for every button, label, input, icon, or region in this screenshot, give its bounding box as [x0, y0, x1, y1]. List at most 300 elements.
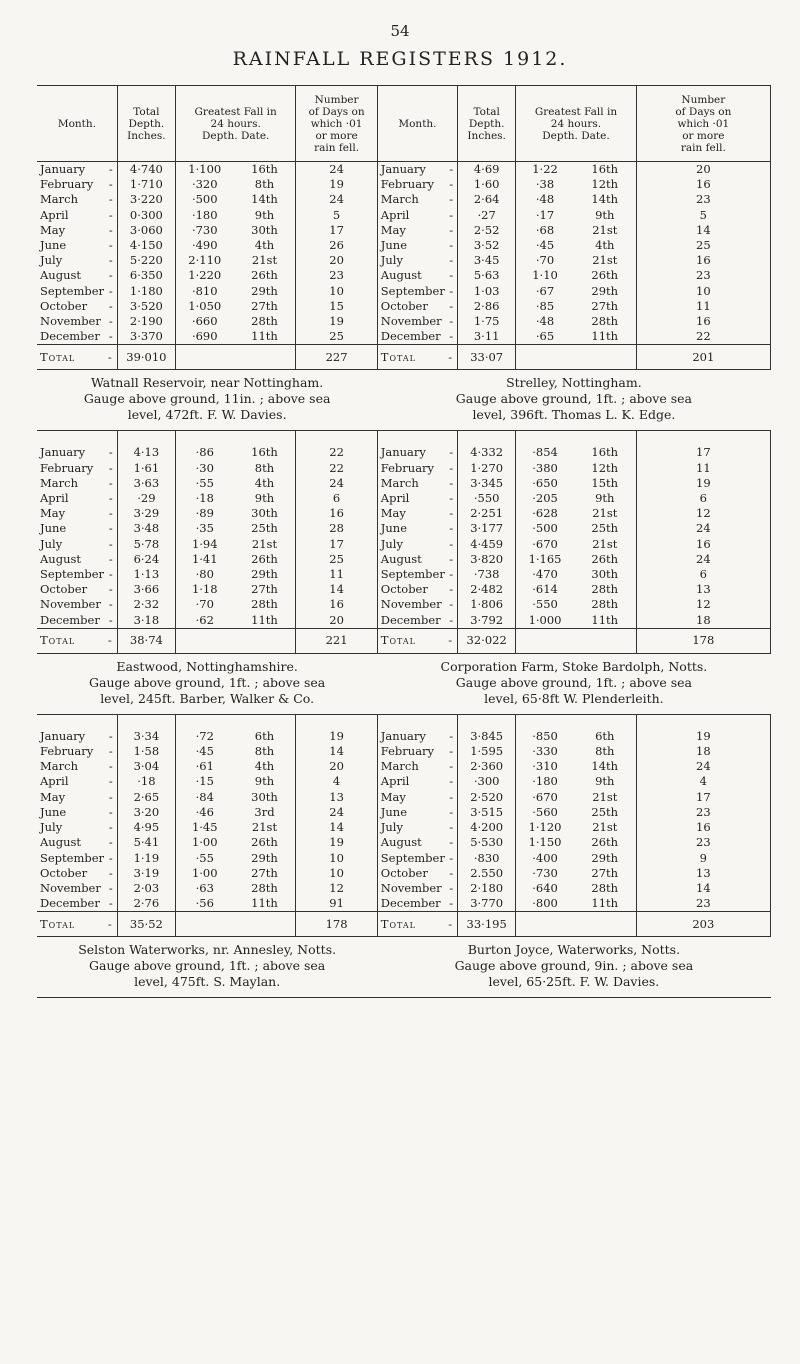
- greatest-depth: ·72: [195, 728, 214, 743]
- greatest-date-cell: [234, 613, 296, 628]
- header-greatest-label: Depth. Date.: [201, 129, 270, 142]
- total-depth-cell: [117, 582, 175, 597]
- total-depth-cell: [458, 223, 516, 238]
- month-name: November: [40, 597, 101, 612]
- greatest-depth-cell: [516, 238, 574, 253]
- greatest-date-cell: [234, 461, 296, 476]
- station-caption-line: Gauge above ground, 1ft. ; above sea: [455, 391, 693, 407]
- greatest-date-cell: [574, 774, 636, 789]
- total-label-wrap: [378, 633, 457, 648]
- rain-days: 19: [329, 728, 344, 743]
- leader-dash: -: [108, 314, 113, 329]
- rain-days: 10: [696, 283, 711, 298]
- table-row: [37, 567, 771, 582]
- station-caption: [37, 653, 377, 714]
- greatest-depth-cell: [175, 445, 233, 460]
- leader-dash: -: [108, 298, 113, 313]
- greatest-depth-cell: [516, 476, 574, 491]
- total-depth-cell: [117, 835, 175, 850]
- leader-dash: -: [449, 207, 454, 222]
- greatest-date: 6th: [254, 728, 275, 743]
- greatest-depth: ·550: [532, 597, 558, 612]
- greatest-date-cell: [234, 177, 296, 192]
- total-depth-cell: [458, 537, 516, 552]
- month-label-wrap: [37, 223, 117, 238]
- total-depth: 6·24: [133, 551, 160, 566]
- total-sum: 33·07: [470, 349, 504, 364]
- greatest-depth-cell: [175, 820, 233, 835]
- greatest-date: 16th: [251, 445, 278, 460]
- greatest-date-cell: [234, 208, 296, 223]
- greatest-depth: ·180: [191, 207, 218, 222]
- greatest-date-cell: [574, 567, 636, 582]
- rain-days-cell: [636, 896, 770, 911]
- station-caption-line: Corporation Farm, Stoke Bardolph, Notts.: [440, 658, 708, 674]
- month-label-wrap: [37, 729, 117, 744]
- total-depth-cell: [117, 284, 175, 299]
- month-name: April: [380, 207, 410, 222]
- month-name: October: [380, 582, 428, 597]
- leader-dash: -: [449, 521, 454, 536]
- rain-days-cell: [296, 506, 377, 521]
- rain-days: 19: [329, 177, 344, 192]
- leader-dash: -: [449, 162, 454, 176]
- rain-days: 23: [329, 268, 344, 283]
- month-cell: [377, 461, 457, 476]
- rain-days-cell: [296, 177, 377, 192]
- greatest-date: 21st: [592, 820, 618, 835]
- leader-dash: -: [449, 460, 454, 475]
- header-days-label: which ·01: [677, 117, 730, 130]
- month-name: February: [40, 460, 94, 475]
- rain-days: 5: [332, 207, 341, 222]
- total-sum-cell: [117, 345, 175, 370]
- total-days-cell: [636, 345, 770, 370]
- greatest-date: 28th: [251, 597, 278, 612]
- month-label-wrap: [378, 613, 457, 628]
- greatest-date: 21st: [251, 536, 278, 551]
- greatest-depth-cell: [175, 208, 233, 223]
- greatest-date: 26th: [591, 268, 619, 283]
- station-caption-line: level, 245ft. Barber, Walker & Co.: [100, 690, 315, 706]
- greatest-depth-cell: [516, 284, 574, 299]
- spacer-cell: [175, 431, 233, 446]
- total-depth: 1·806: [470, 597, 504, 612]
- header-greatest: [175, 86, 295, 162]
- greatest-date-cell: [574, 613, 636, 628]
- table-row: [37, 851, 771, 866]
- total-days-cell: [296, 345, 377, 370]
- table-row: [37, 774, 771, 789]
- total-depth-cell: [117, 820, 175, 835]
- month-label-wrap: [378, 851, 457, 866]
- spacer-cell: [296, 714, 377, 729]
- rain-days: 17: [329, 536, 344, 551]
- total-row: [37, 628, 771, 653]
- station-caption-line: Gauge above ground, 1ft. ; above sea: [89, 958, 326, 974]
- header-total-label: Depth.: [468, 117, 505, 130]
- greatest-depth-cell: [516, 820, 574, 835]
- total-depth-cell: [117, 253, 175, 268]
- greatest-date-cell: [574, 268, 636, 283]
- rain-days-cell: [296, 521, 377, 536]
- total-depth: 1·75: [473, 314, 500, 329]
- greatest-date: 14th: [591, 192, 619, 207]
- total-depth-cell: [458, 729, 516, 744]
- spacer-cell: [458, 714, 516, 729]
- greatest-depth: ·80: [195, 567, 214, 582]
- month-label-wrap: [378, 461, 457, 476]
- greatest-date-cell: [574, 162, 636, 177]
- greatest-depth-cell: [175, 597, 233, 612]
- station-caption: [377, 653, 770, 714]
- total-days: 227: [325, 349, 348, 364]
- greatest-date: 29th: [591, 850, 619, 865]
- table-row: [37, 445, 771, 460]
- greatest-depth: ·730: [532, 865, 558, 880]
- total-depth-cell: [458, 790, 516, 805]
- leader-dash: -: [108, 177, 113, 192]
- month-label-wrap: [37, 881, 117, 896]
- month-cell: [377, 851, 457, 866]
- station-caption-line: level, 396ft. Thomas L. K. Edge.: [472, 407, 676, 423]
- leader-dash: -: [108, 597, 113, 612]
- month-cell: [37, 537, 117, 552]
- greatest-depth-cell: [175, 790, 233, 805]
- total-depth: 3·04: [133, 759, 160, 774]
- greatest-depth: ·500: [532, 521, 558, 536]
- greatest-date-cell: [234, 491, 296, 506]
- month-label-wrap: [378, 774, 457, 789]
- greatest-date-cell: [234, 820, 296, 835]
- leader-dash: -: [449, 582, 454, 597]
- month-name: January: [40, 445, 86, 460]
- month-name: March: [380, 475, 419, 490]
- greatest-depth-cell: [516, 613, 574, 628]
- greatest-depth-cell: [516, 461, 574, 476]
- greatest-depth: 1·220: [188, 268, 222, 283]
- month-label-wrap: [37, 567, 117, 582]
- month-label-wrap: [37, 192, 117, 207]
- greatest-depth-cell: [516, 253, 574, 268]
- rain-days: 10: [329, 850, 344, 865]
- total-depth-cell: [458, 567, 516, 582]
- total-depth: 3·45: [473, 253, 500, 268]
- rain-days: 23: [696, 896, 711, 911]
- rain-days: 5: [699, 207, 707, 222]
- month-cell: [377, 820, 457, 835]
- rain-days-cell: [296, 744, 377, 759]
- total-days: 203: [692, 916, 715, 931]
- blank-cell: [175, 628, 233, 653]
- month-name: November: [380, 597, 442, 612]
- leader-dash: -: [108, 222, 113, 237]
- rain-days-cell: [296, 253, 377, 268]
- total-depth: 4·95: [133, 820, 160, 835]
- month-cell: [37, 314, 117, 329]
- greatest-date-cell: [574, 537, 636, 552]
- month-label-wrap: [37, 445, 117, 460]
- greatest-depth: ·650: [532, 475, 558, 490]
- month-cell: [377, 613, 457, 628]
- greatest-date-cell: [234, 537, 296, 552]
- total-depth: 1·61: [133, 460, 160, 475]
- rain-days-cell: [296, 223, 377, 238]
- rain-days-cell: [296, 238, 377, 253]
- greatest-depth: ·320: [191, 177, 218, 192]
- month-name: September: [40, 283, 105, 298]
- greatest-depth-cell: [516, 223, 574, 238]
- greatest-depth: 1·18: [191, 582, 218, 597]
- total-label-cell: [37, 628, 117, 653]
- rain-days-cell: [636, 192, 770, 207]
- rain-days: 16: [329, 506, 344, 521]
- total-label: Total: [380, 633, 416, 648]
- total-depth-cell: [117, 851, 175, 866]
- greatest-date: 9th: [595, 491, 615, 506]
- greatest-date: 25th: [591, 804, 619, 819]
- rainfall-register-table: [37, 85, 771, 998]
- leader-dash: -: [108, 820, 113, 835]
- month-label-wrap: [37, 506, 117, 521]
- month-cell: [37, 805, 117, 820]
- leader-dash: -: [108, 850, 113, 865]
- header-days-label: which ·01: [310, 117, 363, 130]
- leader-dash: -: [449, 567, 454, 582]
- rain-days-cell: [296, 835, 377, 850]
- page-number: 54: [390, 22, 410, 40]
- greatest-date-cell: [574, 284, 636, 299]
- month-name: October: [40, 582, 88, 597]
- table-row: [37, 881, 771, 896]
- rain-days-cell: [636, 284, 770, 299]
- total-depth: ·830: [473, 850, 500, 865]
- greatest-date: 8th: [254, 744, 275, 759]
- rain-days-cell: [636, 445, 770, 460]
- rain-days-cell: [636, 253, 770, 268]
- rain-days-cell: [636, 582, 770, 597]
- station-caption: [37, 937, 377, 998]
- rain-days: 12: [329, 880, 344, 895]
- total-depth: ·27: [477, 207, 496, 222]
- station-caption-row: [37, 370, 771, 431]
- greatest-date: 21st: [592, 506, 618, 521]
- month-name: January: [380, 728, 426, 743]
- total-depth: 2·76: [133, 896, 160, 911]
- month-name: August: [40, 268, 82, 283]
- total-depth: 2·86: [473, 298, 500, 313]
- total-depth-cell: [117, 729, 175, 744]
- greatest-date-cell: [234, 790, 296, 805]
- total-depth: 1·13: [133, 567, 160, 582]
- total-depth-cell: [117, 774, 175, 789]
- table-row: [37, 582, 771, 597]
- greatest-date: 30th: [251, 222, 278, 237]
- header-total: [458, 86, 516, 162]
- total-depth: ·18: [137, 774, 156, 789]
- leader-dash: -: [108, 612, 113, 627]
- total-depth: 4·150: [129, 238, 163, 253]
- rain-days-cell: [636, 805, 770, 820]
- total-depth-cell: [117, 299, 175, 314]
- greatest-depth: 1·22: [532, 162, 558, 176]
- rain-days-cell: [296, 805, 377, 820]
- total-days: 201: [692, 349, 715, 364]
- total-depth: 5·78: [133, 536, 160, 551]
- leader-dash: -: [449, 445, 454, 460]
- month-name: August: [380, 268, 422, 283]
- leader-dash: -: [108, 567, 113, 582]
- month-label-wrap: [378, 192, 457, 207]
- month-cell: [37, 461, 117, 476]
- table-row: [37, 238, 771, 253]
- total-depth: 2·32: [133, 597, 160, 612]
- leader-dash: -: [108, 744, 113, 759]
- rain-days-cell: [296, 208, 377, 223]
- month-label-wrap: [378, 729, 457, 744]
- spacer-cell: [296, 431, 377, 446]
- leader-dash: -: [108, 192, 113, 207]
- leader-dash: -: [449, 268, 454, 283]
- month-cell: [377, 881, 457, 896]
- greatest-date-cell: [574, 582, 636, 597]
- table-row: [37, 162, 771, 177]
- rain-days-cell: [296, 537, 377, 552]
- greatest-date: 28th: [591, 880, 619, 895]
- greatest-date: 21st: [251, 820, 278, 835]
- header-greatest-label: Greatest Fall in: [194, 105, 277, 118]
- month-name: October: [380, 298, 428, 313]
- rain-days: 10: [329, 865, 344, 880]
- blank-cell: [574, 628, 636, 653]
- greatest-date-cell: [574, 552, 636, 567]
- greatest-date-cell: [234, 881, 296, 896]
- blank-cell: [516, 628, 574, 653]
- month-name: November: [40, 314, 101, 329]
- rain-days: 19: [696, 728, 711, 743]
- greatest-depth: ·180: [532, 774, 558, 789]
- month-name: January: [380, 445, 426, 460]
- leader-dash: -: [108, 880, 113, 895]
- greatest-date-cell: [574, 744, 636, 759]
- greatest-depth: ·62: [195, 612, 214, 627]
- total-depth: 4·459: [470, 536, 504, 551]
- greatest-date: 21st: [251, 253, 278, 268]
- month-label-wrap: [378, 238, 457, 253]
- month-name: December: [380, 329, 441, 344]
- rain-days: 17: [329, 222, 344, 237]
- rain-days: 11: [696, 298, 711, 313]
- greatest-depth: ·70: [195, 597, 214, 612]
- month-label-wrap: [378, 881, 457, 896]
- month-name: December: [40, 329, 100, 344]
- rain-days: 20: [696, 162, 711, 176]
- month-cell: [377, 208, 457, 223]
- greatest-date-cell: [574, 881, 636, 896]
- greatest-depth-cell: [175, 314, 233, 329]
- greatest-date-cell: [574, 896, 636, 911]
- greatest-depth: ·400: [532, 850, 558, 865]
- total-days: 178: [692, 633, 715, 648]
- header-month-label: Month.: [57, 117, 96, 130]
- greatest-date: 12th: [591, 460, 619, 475]
- greatest-date-cell: [574, 851, 636, 866]
- greatest-depth-cell: [175, 582, 233, 597]
- leader-dash: -: [449, 536, 454, 551]
- month-cell: [37, 299, 117, 314]
- total-depth-cell: [117, 866, 175, 881]
- month-cell: [377, 192, 457, 207]
- rain-days: 16: [696, 820, 711, 835]
- total-depth-cell: [458, 238, 516, 253]
- month-label-wrap: [378, 567, 457, 582]
- table-row: [37, 506, 771, 521]
- spacer-cell: [574, 431, 636, 446]
- table-row: [37, 521, 771, 536]
- leader-dash: -: [449, 850, 454, 865]
- greatest-date: 8th: [595, 744, 615, 759]
- leader-dash: -: [108, 865, 113, 880]
- greatest-depth: ·800: [532, 896, 558, 911]
- total-depth: 2·190: [129, 314, 163, 329]
- month-cell: [377, 805, 457, 820]
- total-depth-cell: [117, 268, 175, 283]
- rain-days-cell: [296, 896, 377, 911]
- header-month: [37, 86, 117, 162]
- greatest-date: 28th: [251, 880, 278, 895]
- month-label-wrap: [378, 805, 457, 820]
- greatest-date-cell: [574, 314, 636, 329]
- greatest-date-cell: [574, 299, 636, 314]
- month-name: September: [380, 283, 445, 298]
- header-total-label: Depth.: [128, 117, 165, 130]
- total-depth-cell: [458, 192, 516, 207]
- leader-dash: -: [108, 536, 113, 551]
- month-cell: [377, 299, 457, 314]
- leader-dash: -: [448, 349, 454, 364]
- station-caption-line: level, 472ft. F. W. Davies.: [127, 407, 287, 423]
- month-name: April: [40, 207, 69, 222]
- month-label-wrap: [378, 521, 457, 536]
- greatest-date-cell: [234, 329, 296, 344]
- greatest-depth-cell: [516, 729, 574, 744]
- month-cell: [377, 835, 457, 850]
- month-cell: [37, 835, 117, 850]
- greatest-depth-cell: [175, 774, 233, 789]
- total-depth-cell: [458, 774, 516, 789]
- rain-days: 14: [696, 880, 711, 895]
- total-depth: 3·515: [470, 804, 504, 819]
- leader-dash: -: [449, 192, 454, 207]
- total-sum: 38·74: [129, 633, 163, 648]
- rain-days: 12: [696, 506, 711, 521]
- station-caption-row: [37, 937, 771, 998]
- total-depth: 5·63: [473, 268, 500, 283]
- month-cell: [37, 774, 117, 789]
- total-depth-cell: [458, 284, 516, 299]
- greatest-depth-cell: [516, 299, 574, 314]
- spacer-cell: [117, 714, 175, 729]
- month-label-wrap: [37, 774, 117, 789]
- leader-dash: -: [108, 491, 113, 506]
- total-depth: 3·792: [470, 612, 504, 627]
- month-label-wrap: [378, 790, 457, 805]
- leader-dash: -: [449, 804, 454, 819]
- header-days-label: rain fell.: [680, 141, 726, 154]
- spacer-cell: [234, 431, 296, 446]
- spacer-cell: [37, 431, 117, 446]
- total-depth: 4·740: [129, 162, 163, 176]
